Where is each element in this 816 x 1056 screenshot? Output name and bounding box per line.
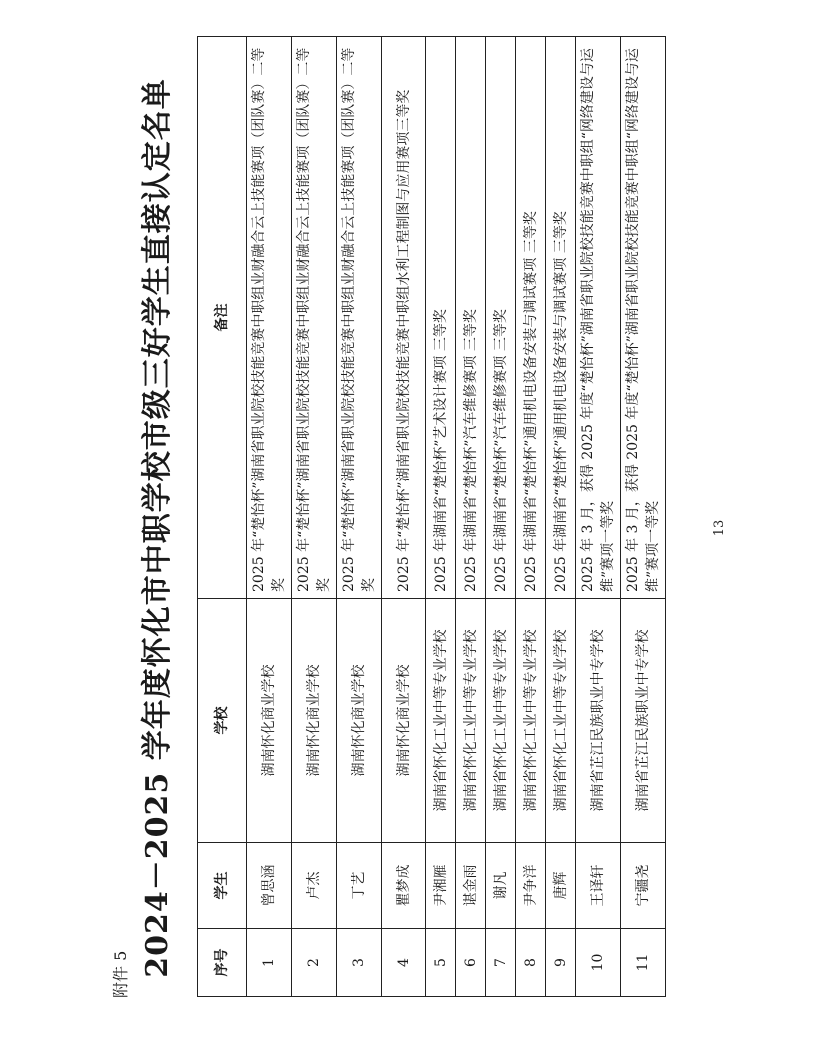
cell-student: 王译轩	[576, 843, 621, 929]
table-row	[247, 37, 292, 997]
cell-seq: 6	[456, 929, 486, 997]
cell-note: 2025 年“楚怡杯”湖南省职业院校技能竞赛中职组业财融合云上技能赛项（团队赛）二等奖	[292, 37, 337, 599]
cell-school: 湖南省芷江民族职业中专学校	[621, 599, 666, 843]
table-row	[426, 37, 456, 997]
header-note: 备注	[198, 37, 247, 599]
cell-seq: 7	[486, 929, 516, 997]
table-row	[621, 37, 666, 997]
table-row	[576, 37, 621, 997]
cell-note: 2025 年湖南省“楚怡杯”汽车维修赛项 三等奖	[486, 37, 516, 599]
attachment-label: 附件 5	[111, 950, 130, 998]
cell-seq: 9	[546, 929, 576, 997]
table-row	[292, 37, 337, 997]
cell-school: 湖南省怀化工业中等专业学校	[456, 599, 486, 843]
cell-student: 宁疆尧	[621, 843, 666, 929]
cell-student: 尹争洋	[516, 843, 546, 929]
student-roster-table	[197, 36, 666, 997]
table-row	[382, 37, 426, 997]
cell-note: 2025 年 3 月，获得 2025 年度“楚怡杯”湖南省职业院校技能竞赛中职组“网络建设与运维”赛项一等奖	[621, 37, 666, 599]
cell-school: 湖南省怀化工业中等专业学校	[516, 599, 546, 843]
header-school: 学校	[198, 599, 247, 843]
cell-student: 谢凡	[486, 843, 516, 929]
page-number: 13	[712, 519, 727, 537]
cell-school: 湖南省怀化工业中等专业学校	[546, 599, 576, 843]
table-row	[456, 37, 486, 997]
cell-note: 2025 年“楚怡杯”湖南省职业院校技能竞赛中职组业财融合云上技能赛项（团队赛）二等奖	[247, 37, 292, 599]
cell-student: 唐辉	[546, 843, 576, 929]
cell-student: 曾思涵	[247, 843, 292, 929]
document-title: 2024－2025 学年度怀化市中职学校市级三好学生直接认定名单	[140, 78, 175, 978]
table-row	[516, 37, 546, 997]
cell-seq: 2	[292, 929, 337, 997]
cell-student: 尹湘雁	[426, 843, 456, 929]
cell-student: 丁艺	[337, 843, 382, 929]
cell-seq: 3	[337, 929, 382, 997]
cell-student: 卢杰	[292, 843, 337, 929]
cell-student: 谌金雨	[456, 843, 486, 929]
cell-school: 湖南省怀化工业中等专业学校	[426, 599, 456, 843]
cell-note: 2025 年湖南省“楚怡杯”通用机电设备安装与调试赛项 三等奖	[546, 37, 576, 599]
table-row	[337, 37, 382, 997]
cell-school: 湖南怀化商业学校	[247, 599, 292, 843]
header-seq: 序号	[198, 929, 247, 997]
cell-school: 湖南省芷江民族职业中专学校	[576, 599, 621, 843]
cell-note: 2025 年 3 月，获得 2025 年度“楚怡杯”湖南省职业院校技能竞赛中职组“网络建设与运维”赛项一等奖	[576, 37, 621, 599]
cell-note: 2025 年湖南省“楚怡杯”通用机电设备安装与调试赛项 三等奖	[516, 37, 546, 599]
cell-seq: 5	[426, 929, 456, 997]
cell-note: 2025 年“楚怡杯”湖南省职业院校技能竞赛中职组水利工程制图与应用赛项三等奖	[382, 37, 426, 599]
cell-seq: 8	[516, 929, 546, 997]
cell-seq: 11	[621, 929, 666, 997]
cell-school: 湖南怀化商业学校	[337, 599, 382, 843]
cell-seq: 10	[576, 929, 621, 997]
cell-school: 湖南怀化商业学校	[382, 599, 426, 843]
cell-note: 2025 年“楚怡杯”湖南省职业院校技能竞赛中职组业财融合云上技能赛项（团队赛）二等奖	[337, 37, 382, 599]
table-header-row	[198, 37, 247, 997]
cell-seq: 4	[382, 929, 426, 997]
cell-school: 湖南怀化商业学校	[292, 599, 337, 843]
header-student: 学生	[198, 843, 247, 929]
cell-note: 2025 年湖南省“楚怡杯”汽车维修赛项 三等奖	[456, 37, 486, 599]
cell-school: 湖南省怀化工业中等专业学校	[486, 599, 516, 843]
cell-seq: 1	[247, 929, 292, 997]
table-row	[546, 37, 576, 997]
table-row	[486, 37, 516, 997]
cell-note: 2025 年湖南省“楚怡杯”艺术设计赛项 三等奖	[426, 37, 456, 599]
cell-student: 瞿梦成	[382, 843, 426, 929]
